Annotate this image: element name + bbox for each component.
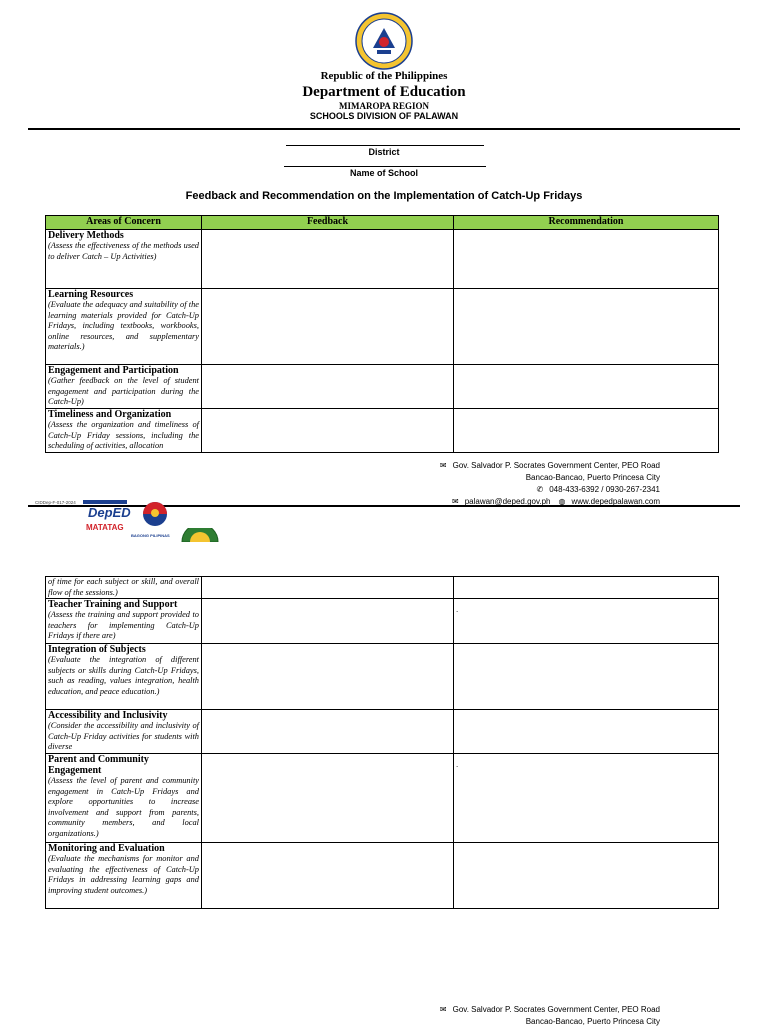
footer-page2 [380,1004,660,1028]
table-row [46,843,719,909]
feedback-table-page1 [45,215,719,453]
school-line [284,166,486,167]
footer-website: www.depedpalawan.com [571,497,660,506]
feedback-cell[interactable] [202,754,454,843]
col-header-areas: Areas of Concern [46,216,202,230]
recommendation-cell[interactable] [454,289,719,365]
table-row [46,577,719,599]
header-rule [28,128,740,130]
footer-address1: Gov. Salvador P. Socrates Government Center, PEO Road [452,1005,660,1014]
region-name: MIMAROPA REGION [338,101,430,111]
feedback-table-page2 [45,576,719,909]
area-description: (Gather feedback on the level of student engagement and participation during the Catch-Up) [48,376,199,406]
col-header-feedback: Feedback [202,216,454,230]
mail-icon: ✉ [439,461,447,470]
area-title: Engagement and Participation [48,365,179,376]
area-title: Accessibility and Inclusivity [48,710,168,721]
feedback-cell[interactable] [202,230,454,289]
area-description: (Assess the training and support provided to teachers for implementing Catch-Up Fridays if there are) [48,610,199,640]
doc-code: CIDDep-F-017-2024 [35,500,76,505]
col-header-recommendation: Recommendation [454,216,719,230]
table-row [46,710,719,754]
country-name: Republic of the Philippines [320,70,448,82]
web-icon: ◍ [558,497,566,506]
recommendation-cell[interactable] [454,843,719,909]
feedback-cell[interactable] [202,577,454,599]
table-row [46,230,719,289]
area-description-continued: of time for each subject or skill, and overall flow of the sessions.) [48,577,199,597]
area-title: Monitoring and Evaluation [48,843,165,854]
recommendation-cell[interactable] [454,599,719,644]
feedback-cell[interactable] [202,710,454,754]
table-row [46,599,719,644]
area-title: Learning Resources [48,289,134,300]
area-description: (Evaluate the mechanisms for monitor and evaluating the effectiveness of Catch-Up Fridays in addressing learning gaps and improving student outcomes.) [48,854,199,895]
bagong-pilipinas-icon [135,500,175,534]
area-title: Teacher Training and Support [48,599,178,610]
table-row [46,644,719,710]
area-title: Integration of Subjects [48,644,146,655]
feedback-cell[interactable] [202,644,454,710]
area-description: (Evaluate the integration of different subjects or skills during Catch-Up Fridays, such as reading, values integration, health education, and peace education.) [48,655,199,696]
feedback-cell[interactable] [202,289,454,365]
recommendation-mark: . [456,605,459,614]
recommendation-cell[interactable] [454,365,719,409]
table-row [46,754,719,843]
division-name: SCHOOLS DIVISION OF PALAWAN [309,111,459,121]
table-row [46,409,719,453]
area-description: (Assess the organization and timeliness of Catch-Up Friday sessions, including the scheduling of activities, allocation [48,420,199,450]
phone-icon: ✆ [536,485,544,494]
footer-page1 [380,460,660,508]
deped-seal-icon [355,12,413,70]
area-description: (Consider the accessibility and inclusivity of Catch-Up Friday activities for students with diverse [48,721,199,751]
deped-logo: DepED [88,505,131,520]
area-description: (Assess the effectiveness of the methods used to deliver Catch – Up Activities) [48,241,199,261]
school-label: Name of School [349,168,418,178]
feedback-cell[interactable] [202,365,454,409]
district-line [286,145,484,146]
table-row [46,365,719,409]
footer-email: palawan@deped.gov.ph [464,497,551,506]
feedback-cell[interactable] [202,409,454,453]
footer-address2: Bancao-Bancao, Puerto Princesa City [525,1017,660,1026]
area-title: Timeliness and Organization [48,409,172,420]
bagong-pilipinas-logo: BAGONG PILIPINAS [131,533,170,538]
table-row [46,289,719,365]
recommendation-mark: . [456,760,459,769]
district-label: District [368,147,400,157]
area-title: Delivery Methods [48,230,124,241]
area-description: (Assess the level of parent and community engagement in Catch-Up Fridays and explore opportunities to increase involvement and support from parents, community members, and local organizations.) [48,776,199,838]
footer-address1: Gov. Salvador P. Socrates Government Center, PEO Road [452,461,660,470]
mail-icon: ✉ [439,1005,447,1014]
deped-bar [83,500,127,504]
feedback-cell[interactable] [202,843,454,909]
form-title: Feedback and Recommendation on the Implementation of Catch-Up Fridays [185,190,583,202]
recommendation-cell[interactable] [454,710,719,754]
email-icon: ✉ [451,497,459,506]
matatag-logo: MATATAG [86,523,124,532]
department-name: Department of Education [302,84,466,100]
recommendation-cell[interactable] [454,409,719,453]
footer-address2: Bancao-Bancao, Puerto Princesa City [525,473,660,482]
area-description: (Evaluate the adequacy and suitability of the learning materials provided for Catch-Up Fridays, including textbooks, workbooks, online resources, and supplementary materials.) [48,300,199,351]
division-seal-icon [180,528,220,542]
footer-phone: 048-433-6392 / 0930-267-2341 [549,485,660,494]
recommendation-cell[interactable] [454,754,719,843]
area-title: Parent and Community Engagement [48,754,149,776]
recommendation-cell[interactable] [454,577,719,599]
recommendation-cell[interactable] [454,644,719,710]
recommendation-cell[interactable] [454,230,719,289]
feedback-cell[interactable] [202,599,454,644]
